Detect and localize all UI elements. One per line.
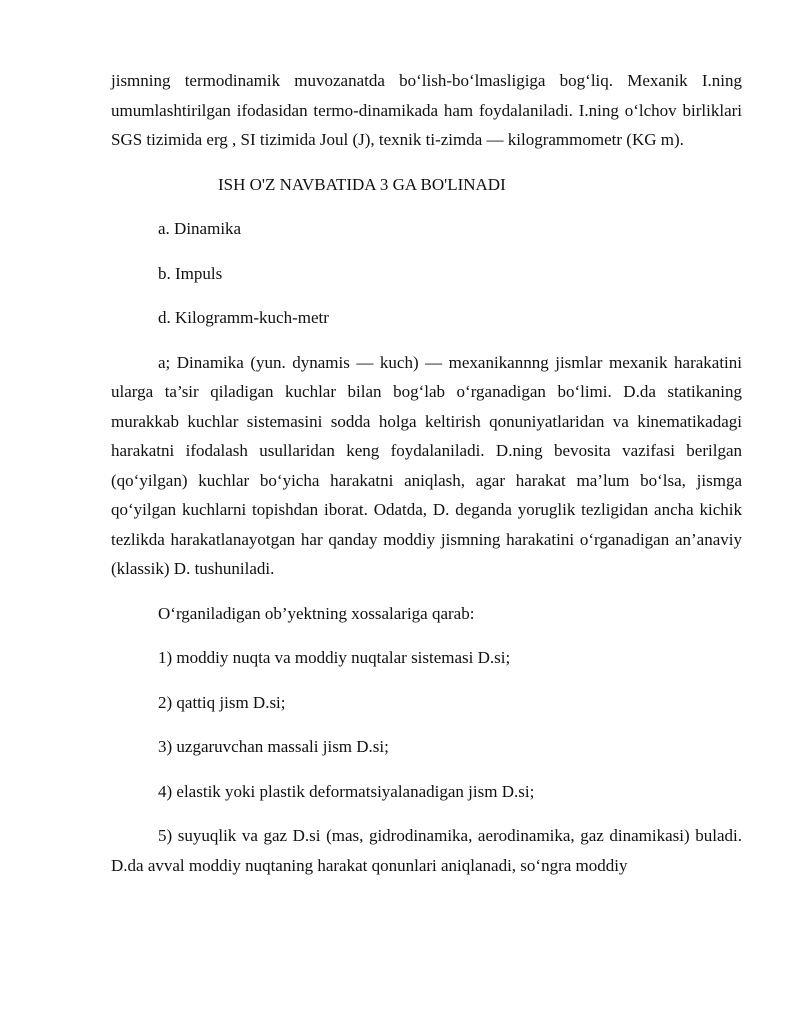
intro-paragraph: jismning termodinamik muvozanatda bo‘lish-bo‘lmasligiga bog‘liq. Mexanik I.ning umumlashtirilgan ifodasidan termo-dinamikada ham foydalaniladi. I.ning o‘lchov birliklari SGS tizimida erg , SI tizimida Joul (J), texnik ti-zimda — kilogrammometr (KG m). bbox=[111, 71, 742, 149]
list-item-1: 1) moddiy nuqta va moddiy nuqtalar sistemasi D.si; bbox=[158, 648, 511, 667]
list-item-b: b. Impuls bbox=[158, 263, 223, 283]
document-page bbox=[111, 66, 742, 880]
classification-intro: O‘rganiladigan ob’yektning xossalariga qarab: bbox=[158, 603, 475, 623]
final-paragraph: 5) suyuqlik va gaz D.si (mas, gidrodinamika, aerodinamika, gaz dinamikasi) buladi. D.da avval moddiy nuqtaning harakat qonunlari aniqlanadi, so‘ngra moddiy bbox=[111, 826, 742, 875]
section-heading: ISH O'Z NAVBATIDA 3 GA BO'LINADI bbox=[218, 174, 506, 194]
list-item-4: 4) elastik yoki plastik deformatsiyalanadigan jism D.si; bbox=[158, 781, 535, 801]
list-item-a: a. Dinamika bbox=[158, 219, 242, 238]
list-item-3: 3) uzgaruvchan massali jism D.si; bbox=[158, 737, 389, 756]
dinamika-paragraph: a; Dinamika (yun. dynamis — kuch) — mexanikannng jismlar mexanik harakatini ularga ta’sir qiladigan kuchlar bilan bog‘lab o‘rganadigan bo‘limi. D.da statikaning murakkab kuchlar sistemasini sodda holga keltirish qonuniyatlaridan va kinematikadagi harakatni ifodalash usullaridan keng foydalaniladi. D.ning bevosita vazifasi berilgan (qo‘yilgan) kuchlar bo‘yicha harakatni aniqlash, agar harakat ma’lum bo‘lsa, jismga qo‘yilgan kuchlarni topishdan iborat. Odatda, D. deganda yoruglik tezligidan ancha kichik tezlikda harakatlanayotgan har qanday moddiy jismning harakatini o‘rganadigan an’anaviy (klassik) D. tushuniladi. bbox=[111, 352, 742, 578]
list-item-2: 2) qattiq jism D.si; bbox=[158, 692, 286, 712]
list-item-d: d. Kilogramm-kuch-metr bbox=[158, 308, 329, 327]
